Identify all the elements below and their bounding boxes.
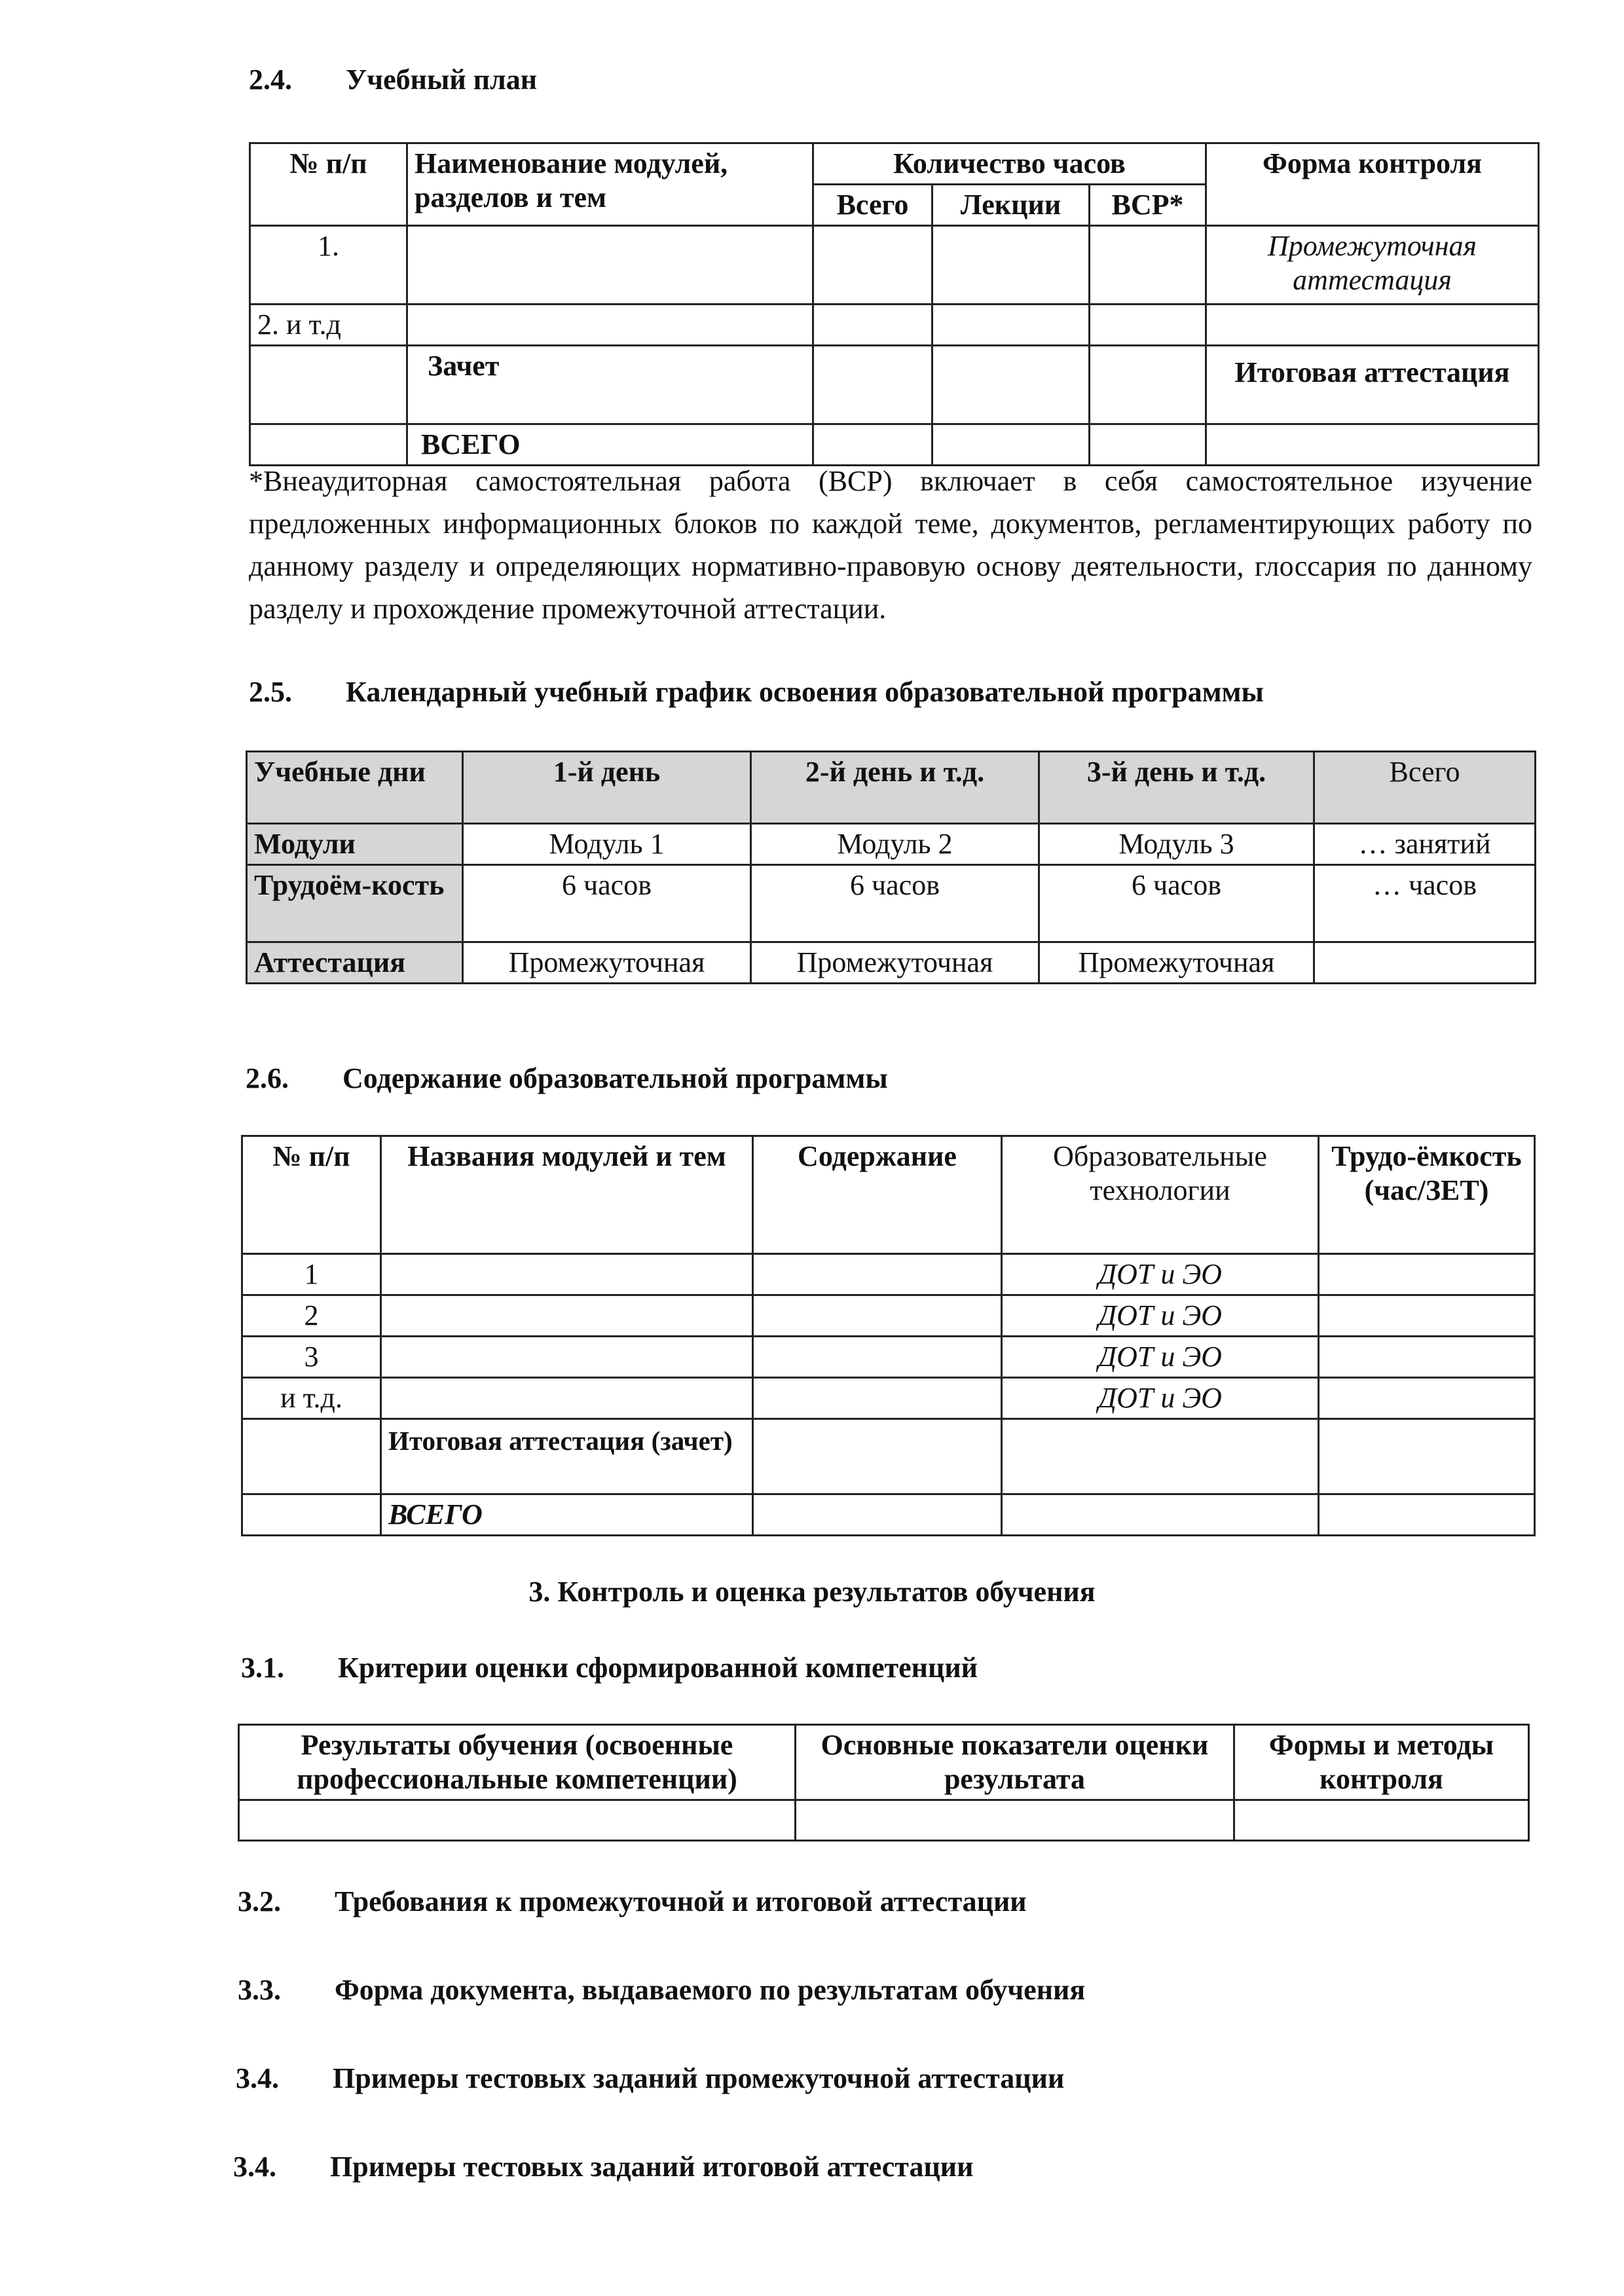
cell-empty xyxy=(407,225,813,304)
cell-empty xyxy=(1090,304,1206,345)
cell-empty xyxy=(813,345,932,424)
cell-empty xyxy=(1206,304,1539,345)
header-day-2: 2-й день и т.д. xyxy=(751,752,1039,824)
module-cell: Модуль 3 xyxy=(1039,824,1314,865)
header-technologies: Образовательные технологии xyxy=(1002,1136,1319,1254)
cell-empty xyxy=(1319,1377,1535,1418)
cell-empty xyxy=(753,1494,1002,1535)
header-name: Наименование модулей, разделов и тем xyxy=(407,143,813,226)
section-title: Учебный план xyxy=(346,64,538,96)
labor-cell: 6 часов xyxy=(1039,864,1314,942)
program-content-table xyxy=(241,1135,1536,1536)
labor-cell: 6 часов xyxy=(751,864,1039,942)
cell-empty xyxy=(753,1254,1002,1295)
module-cell: Модуль 1 xyxy=(463,824,751,865)
header-form: Форма контроля xyxy=(1206,143,1539,226)
competence-criteria-table xyxy=(238,1724,1530,1842)
header-labor: Трудо-ёмкость (час/ЗЕТ) xyxy=(1319,1136,1535,1254)
header-num: № п/п xyxy=(242,1136,381,1254)
cell-empty xyxy=(932,304,1090,345)
total-label: ВСЕГО xyxy=(381,1494,753,1535)
section-number: 2.6. xyxy=(246,1062,289,1094)
header-methods: Формы и методы контроля xyxy=(1234,1725,1529,1800)
technology-cell: ДОТ и ЭО xyxy=(1002,1295,1319,1336)
cell-empty xyxy=(242,1494,381,1535)
cell-empty xyxy=(813,225,932,304)
header-results: Результаты обучения (освоенные профессиональные компетенции) xyxy=(239,1725,796,1800)
cell-empty xyxy=(932,225,1090,304)
technology-cell: ДОТ и ЭО xyxy=(1002,1254,1319,1295)
section-heading-3-4-intermediate xyxy=(236,2064,1064,2093)
row-num: 1 xyxy=(242,1254,381,1295)
cell-empty xyxy=(250,424,407,465)
cell-empty xyxy=(1319,1418,1535,1494)
cell-empty xyxy=(381,1336,753,1377)
labor-cell: 6 часов xyxy=(463,864,751,942)
header-num: № п/п xyxy=(250,143,407,226)
cell-empty xyxy=(932,424,1090,465)
section-number: 3.2. xyxy=(238,1885,281,1917)
calendar-schedule-table xyxy=(246,750,1536,984)
cell-empty xyxy=(753,1377,1002,1418)
section-number: 2.4. xyxy=(249,64,292,96)
section-heading-3-4-final xyxy=(233,2153,974,2181)
section-heading-3-2 xyxy=(238,1887,1027,1916)
attestation-label: Аттестация xyxy=(247,942,463,983)
section-number: 3.1. xyxy=(241,1652,284,1684)
cell-empty xyxy=(1002,1494,1319,1535)
section-heading-2-5 xyxy=(249,678,1264,707)
cell-empty xyxy=(1319,1295,1535,1336)
header-hours: Количество часов xyxy=(813,143,1206,185)
section-title: Примеры тестовых заданий промежуточной аттестации xyxy=(333,2062,1065,2094)
section-heading-2-4 xyxy=(249,65,537,94)
cell-empty xyxy=(813,304,932,345)
cell-empty xyxy=(813,424,932,465)
header-days: Учебные дни xyxy=(247,752,463,824)
header-total: Всего xyxy=(1314,752,1536,824)
technology-cell: ДОТ и ЭО xyxy=(1002,1336,1319,1377)
cell-empty xyxy=(250,345,407,424)
cell-empty xyxy=(1234,1800,1529,1840)
vsr-footnote: *Внеаудиторная самостоятельная работа (ВСР) включает в себя самостоятельное изучение предложенных информационных блоков по каждой теме, документов, регламентирующих работу по данному разделу и определяющих нормативно-правовую основу деятельности, глоссария по данному разделу и прохождение промежуточной аттестации. xyxy=(249,465,1532,625)
cell-empty xyxy=(1002,1418,1319,1494)
cell-empty xyxy=(753,1295,1002,1336)
labor-label: Трудоём-кость xyxy=(247,864,463,942)
section-heading-3-1 xyxy=(241,1654,978,1682)
cell-empty xyxy=(932,345,1090,424)
header-day-3: 3-й день и т.д. xyxy=(1039,752,1314,824)
attestation-cell: Промежуточная xyxy=(463,942,751,983)
header-content: Содержание xyxy=(753,1136,1002,1254)
credit-label: Зачет xyxy=(407,345,813,424)
header-indicators: Основные показатели оценки результата xyxy=(796,1725,1234,1800)
header-name: Названия модулей и тем xyxy=(381,1136,753,1254)
cell-empty xyxy=(796,1800,1234,1840)
cell-empty xyxy=(1090,225,1206,304)
cell-empty xyxy=(1090,345,1206,424)
cell-empty xyxy=(239,1800,796,1840)
cell-empty xyxy=(753,1418,1002,1494)
section-number: 2.5. xyxy=(249,676,292,708)
header-total: Всего xyxy=(813,184,932,225)
cell-empty xyxy=(753,1336,1002,1377)
header-lectures: Лекции xyxy=(932,184,1090,225)
row-num: и т.д. xyxy=(242,1377,381,1418)
control-form: Итоговая аттестация xyxy=(1206,345,1539,424)
attestation-cell: Промежуточная xyxy=(751,942,1039,983)
cell-empty xyxy=(1314,942,1536,983)
section-heading-2-6 xyxy=(246,1064,888,1093)
final-attestation-label: Итоговая аттестация (зачет) xyxy=(381,1418,753,1494)
cell-empty xyxy=(1319,1336,1535,1377)
section-heading-3-3 xyxy=(238,1976,1085,2005)
section-number: 3.4. xyxy=(236,2062,279,2094)
labor-total: … часов xyxy=(1314,864,1536,942)
section-title: Календарный учебный график освоения образовательной программы xyxy=(346,676,1264,708)
section-title: Примеры тестовых заданий итоговой аттестации xyxy=(330,2151,974,2183)
row-num: 3 xyxy=(242,1336,381,1377)
module-total: … занятий xyxy=(1314,824,1536,865)
section-number: 3.3. xyxy=(238,1974,281,2006)
control-form: Промежуточная аттестация xyxy=(1206,225,1539,304)
section-title: Форма документа, выдаваемого по результатам обучения xyxy=(335,1974,1086,2006)
module-cell: Модуль 2 xyxy=(751,824,1039,865)
cell-empty xyxy=(1090,424,1206,465)
row-num: 1. xyxy=(250,225,407,304)
section-title: Требования к промежуточной и итоговой аттестации xyxy=(335,1885,1027,1917)
section-number: 3.4. xyxy=(233,2151,276,2183)
cell-empty xyxy=(381,1254,753,1295)
attestation-cell: Промежуточная xyxy=(1039,942,1314,983)
cell-empty xyxy=(1206,424,1539,465)
section-title: Критерии оценки сформированной компетенций xyxy=(338,1652,978,1684)
cell-empty xyxy=(407,304,813,345)
cell-empty xyxy=(381,1295,753,1336)
section-title: Содержание образовательной программы xyxy=(342,1062,888,1094)
technology-cell: ДОТ и ЭО xyxy=(1002,1377,1319,1418)
header-day-1: 1-й день xyxy=(463,752,751,824)
cell-empty xyxy=(242,1418,381,1494)
section-3-title: 3. Контроль и оценка результатов обучения xyxy=(528,1576,1096,1608)
row-num: 2 xyxy=(242,1295,381,1336)
cell-empty xyxy=(1319,1494,1535,1535)
header-vsr: ВСР* xyxy=(1090,184,1206,225)
row-num: 2. и т.д xyxy=(250,304,407,345)
total-label: ВСЕГО xyxy=(407,424,813,465)
curriculum-table xyxy=(249,142,1540,466)
cell-empty xyxy=(1319,1254,1535,1295)
cell-empty xyxy=(381,1377,753,1418)
modules-label: Модули xyxy=(247,824,463,865)
